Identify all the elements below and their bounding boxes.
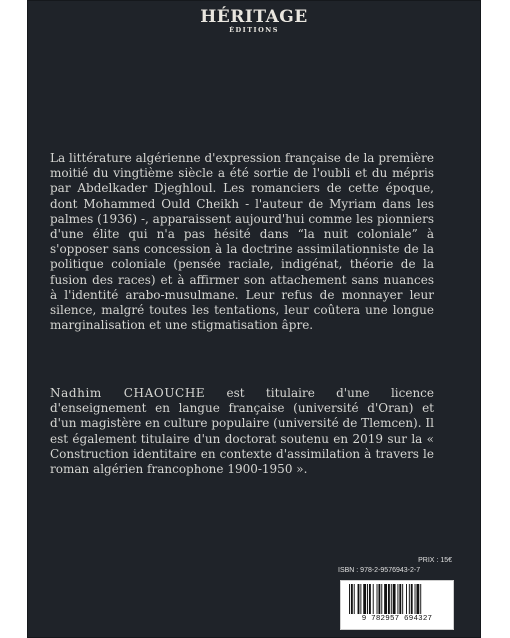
barcode-bar — [397, 584, 398, 614]
author-bio-text: est titulaire d'une licence d'enseignement en langue française (université d'Oran) et d'un magistère en culture populaire (université de Tlemcen). Il est également titulaire d'un doctorat soutenu en 2019 sur la « Construction identitaire en contexte d'assimilation à travers le roman algérien francophone 1900-1950 ». — [50, 386, 434, 477]
barcode-bar — [384, 584, 387, 614]
price-label: PRIX : 15€ — [418, 557, 452, 564]
book-summary: La littérature algérienne d'expression française de la première moitié du vingtième siècle a été sortie de l'oubli et du mépris par Abdelkader Djeghloul. Les romanciers de cette époque, dont Mohammed Ould Cheikh - l'auteur de Myriam dans les palmes (1936) -, apparaissent aujourd'hui comme les pionniers d'une élite qui n'a pas hésité dans “la nuit coloniale” à s'opposer sans concession à la doctrine assimilationniste de la politique coloniale (pensée raciale, indigénat, théorie de la fusion des races) et à affirmer son attachement sans nuances à l'identité arabo-musulmane. Leur refus de monnayer leur silence, malgré toutes les tentations, leur coûtera une longue marginalisation et une stigmatisation âpre. — [50, 151, 434, 333]
barcode-bar — [373, 584, 374, 614]
barcode-bar — [416, 584, 419, 614]
barcode-bar — [393, 584, 396, 614]
barcode-bar — [360, 584, 361, 614]
isbn-label: ISBN : 978-2-9576943-2-7 — [338, 567, 421, 574]
barcode-bar — [349, 584, 350, 614]
barcode-bar — [411, 584, 413, 614]
publisher-subtitle: ÉDITIONS — [229, 26, 279, 34]
barcode-bar — [399, 584, 401, 614]
barcode-bar — [369, 584, 371, 614]
barcode-bar — [363, 584, 366, 614]
barcode-bar — [420, 584, 421, 614]
barcode-digits: 9 782957 694327 — [361, 615, 433, 623]
barcode — [340, 580, 454, 630]
price-block — [338, 556, 452, 576]
barcode-bar — [377, 584, 378, 614]
barcode-bar — [351, 584, 353, 614]
barcode-bar — [388, 584, 390, 614]
barcode-bar — [406, 584, 407, 614]
author-bio — [50, 386, 434, 477]
barcode-bar — [378, 584, 380, 614]
author-name: Nadhim CHAOUCHE — [50, 386, 206, 400]
barcode-bar — [391, 584, 392, 614]
publisher-logo — [27, 8, 481, 34]
barcode-bar — [409, 584, 410, 614]
barcode-bars — [349, 584, 445, 616]
barcode-bar — [367, 584, 368, 614]
barcode-bar — [415, 584, 416, 614]
barcode-bar — [402, 584, 403, 614]
barcode-bar — [381, 584, 382, 614]
barcode-bar — [354, 584, 355, 614]
barcode-bar — [358, 584, 360, 614]
publisher-name: HÉRITAGE — [200, 7, 308, 27]
